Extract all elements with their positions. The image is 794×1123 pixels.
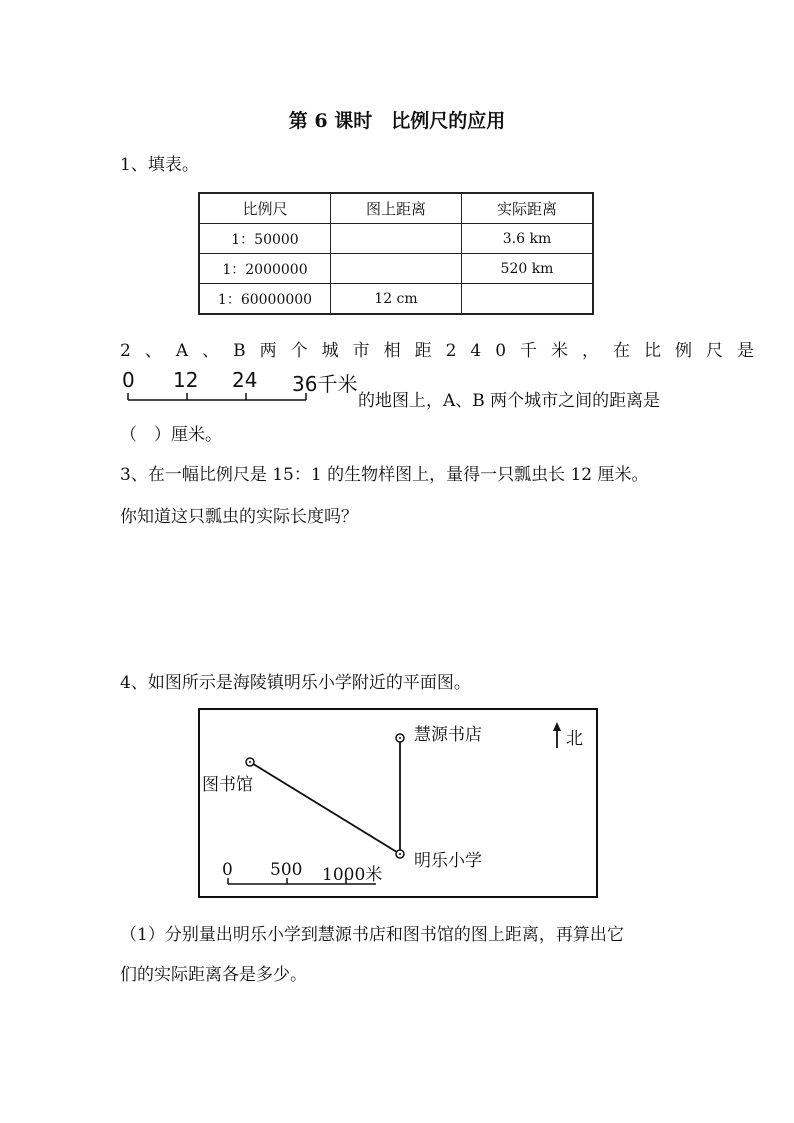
table-cell-blank[interactable] [331, 224, 462, 254]
library-label: 图书馆 [202, 775, 253, 795]
table-header-scale: 比例尺 [199, 193, 331, 224]
q4-label: 4、如图所示是海陵镇明乐小学附近的平面图。 [120, 673, 471, 693]
map-scale-tick: 1000米 [322, 865, 383, 885]
table-header-actual-distance: 实际距离 [462, 193, 594, 224]
map-scale-tick: 500 [270, 860, 303, 880]
page-title: 第 6 课时 比例尺的应用 [288, 110, 506, 132]
table-cell: 520 km [462, 254, 594, 284]
north-label: 北 [566, 729, 583, 749]
line-scale-bar [118, 390, 318, 404]
q1-label: 1、填表。 [120, 155, 199, 175]
q4-sub1-line2: 们的实际距离各是多少。 [120, 965, 307, 985]
table-cell: 1：50000 [199, 224, 331, 254]
q2-answer-blank[interactable]: （ ）厘米。 [120, 425, 222, 445]
scale-tick-label: 12 [173, 368, 199, 392]
map-drawing [198, 708, 598, 898]
table-cell-blank[interactable] [462, 284, 594, 315]
plan-map [198, 708, 598, 898]
scale-tick-label: 0 [122, 368, 135, 392]
table-row [199, 224, 593, 254]
q2-line-scale [118, 368, 358, 408]
table-row [199, 254, 593, 284]
route-library-school [250, 762, 400, 854]
table-cell: 1：60000000 [199, 284, 331, 315]
table-header-map-distance: 图上距离 [331, 193, 462, 224]
scale-tick-label: 36千米 [292, 372, 358, 396]
scale-tick-label: 24 [232, 368, 258, 392]
table-cell: 3.6 km [462, 224, 594, 254]
table-header-row [199, 193, 593, 224]
bookstore-label: 慧源书店 [414, 725, 482, 745]
q2-line1: 2、A、B两个城市相距240千米，在比例尺是 [120, 341, 769, 361]
q3-line1: 3、在一幅比例尺是 15：1 的生物样图上，量得一只瓢虫长 12 厘米。 [120, 465, 649, 485]
table-cell: 12 cm [331, 284, 462, 315]
table-cell: 1：2000000 [199, 254, 331, 284]
q3-line2: 你知道这只瓢虫的实际长度吗？ [120, 507, 358, 527]
q2-line2: 的地图上，A、B 两个城市之间的距离是 [358, 391, 661, 411]
q4-sub1-line1: （1）分别量出明乐小学到慧源书店和图书馆的图上距离，再算出它 [120, 925, 624, 945]
map-scale-tick: 0 [222, 860, 233, 880]
school-label: 明乐小学 [414, 851, 482, 871]
table-cell-blank[interactable] [331, 254, 462, 284]
table-row [199, 284, 593, 315]
fill-table [198, 192, 594, 315]
